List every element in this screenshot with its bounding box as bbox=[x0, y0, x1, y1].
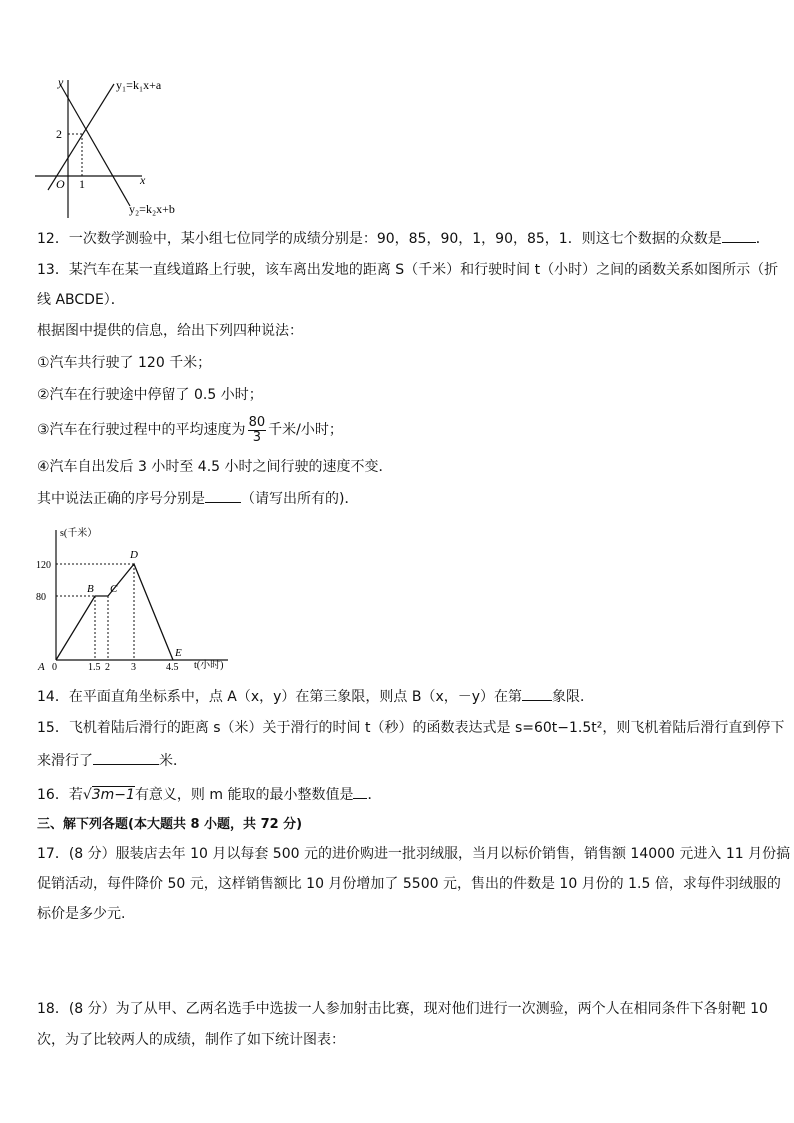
point-label-a: A bbox=[38, 661, 45, 672]
chart-x-tick-label: 4.5 bbox=[166, 662, 179, 672]
chart-point-label-b: B bbox=[87, 583, 94, 595]
fraction-denominator: 3 bbox=[252, 429, 261, 445]
q12-text: 12．一次数学测验中，某小组七位同学的成绩分别是：90，85，90，1，90，85，1．则这七个数据的众数是 bbox=[37, 231, 722, 247]
question-15-line2 bbox=[37, 750, 187, 771]
q13-answer-blank[interactable] bbox=[205, 488, 241, 503]
x-tick-label: 1 bbox=[79, 177, 85, 191]
chart-origin-label: 0 bbox=[52, 662, 57, 672]
question-17-line1: 17．(8 分）服装店去年 10 月以每套 500 元的进价购进一批羽绒服，当月以标价销售，销售额 14000 元进入 11 月份搞 bbox=[37, 846, 791, 862]
section-title: 三、解下列各题(本大题共 8 小题，共 72 分) bbox=[37, 817, 303, 832]
q15-post: 米． bbox=[159, 753, 187, 769]
q14-pre: 14．在平面直角坐标系中，点 A（x，y）在第三象限，则点 B（x，－y）在第 bbox=[37, 689, 523, 705]
sqrt-expression bbox=[83, 785, 135, 805]
q13-ask-post: （请写出所有的)． bbox=[241, 491, 359, 507]
figure-distance-time-chart bbox=[32, 520, 232, 672]
chart-y-tick-label: 120 bbox=[36, 560, 51, 571]
question-16 bbox=[37, 784, 381, 805]
question-13-line2: 线 ABCDE）． bbox=[37, 292, 125, 308]
fraction-80-3 bbox=[248, 416, 267, 445]
figure-two-lines bbox=[30, 72, 200, 222]
question-18-line2: 次，为了比较两人的成绩，制作了如下统计图表： bbox=[37, 1032, 345, 1048]
y-axis-label: y bbox=[58, 75, 64, 89]
q16-answer-blank[interactable] bbox=[353, 784, 367, 799]
chart-point-label-c: C bbox=[110, 583, 118, 595]
s3-post: 千米/小时； bbox=[268, 422, 343, 438]
chart-y-tick-label: 80 bbox=[36, 592, 46, 603]
statement-4: ④汽车自出发后 3 小时至 4.5 小时之间行驶的速度不变． bbox=[37, 459, 393, 475]
statement-1: ①汽车共行驶了 120 千米； bbox=[37, 355, 212, 371]
q16-pre: 16．若 bbox=[37, 787, 83, 803]
q14-answer-blank[interactable] bbox=[522, 686, 552, 701]
question-15-line1: 15．飞机着陆后滑行的距离 s（米）关于滑行的时间 t（秒）的函数表达式是 s=60t−1.5t²，则飞机着陆后滑行直到停下 bbox=[37, 720, 785, 736]
origin-label: O bbox=[56, 177, 65, 191]
line1-label: y₁=k₁x+a bbox=[116, 78, 162, 92]
q12-answer-blank[interactable] bbox=[722, 228, 756, 243]
q15-answer-blank[interactable] bbox=[93, 750, 159, 765]
question-13-line1: 13．某汽车在某一直线道路上行驶，该车离出发地的距离 S（千米）和行驶时间 t（小时）之间的函数关系如图所示（折 bbox=[37, 262, 779, 278]
q16-post: 有意义，则 m 能取的最小整数值是 bbox=[134, 787, 354, 803]
q14-post: 象限． bbox=[552, 689, 595, 705]
line2-label: y₂=k₂x+b bbox=[129, 202, 175, 216]
question-17-line2: 促销活动，每件降价 50 元，这样销售额比 10 月份增加了 5500 元，售出的件数是 10 月份的 1.5 倍，求每件羽绒服的 bbox=[37, 876, 781, 892]
question-12 bbox=[37, 228, 770, 249]
chart-y-label: s(千米） bbox=[60, 528, 98, 539]
q15-pre: 来滑行了 bbox=[37, 753, 93, 769]
s3-pre: ③汽车在行驶过程中的平均速度为 bbox=[37, 422, 246, 438]
question-17-line3: 标价是多少元. bbox=[37, 906, 126, 922]
chart-x-tick-label: 3 bbox=[131, 662, 136, 672]
q13-ask-pre: 其中说法正确的序号分别是 bbox=[37, 491, 205, 507]
question-13-ask bbox=[37, 488, 358, 509]
sqrt-sign: √ bbox=[82, 787, 92, 803]
chart-point-label-e: E bbox=[175, 647, 182, 659]
question-14 bbox=[37, 686, 594, 707]
question-18-line1: 18．(8 分）为了从甲、乙两名选手中选拔一人参加射击比赛，现对他们进行一次测验，两个人在相同条件下各射靶 10 bbox=[37, 1001, 768, 1017]
chart-point-label-d: D bbox=[130, 549, 138, 561]
chart-x-label: t(小时) bbox=[194, 660, 224, 671]
question-13-intro: 根据图中提供的信息，给出下列四种说法： bbox=[37, 323, 303, 339]
statement-2: ②汽车在行驶途中停留了 0.5 小时； bbox=[37, 387, 263, 403]
chart-series-line bbox=[56, 564, 173, 660]
sqrt-radicand: 3m−1 bbox=[91, 787, 135, 803]
chart-x-tick-label: 2 bbox=[105, 662, 110, 672]
x-axis-label: x bbox=[140, 173, 146, 187]
statement-3 bbox=[37, 410, 343, 450]
y-tick-label: 2 bbox=[56, 127, 62, 141]
q12-end: ． bbox=[755, 231, 770, 247]
q16-end: ． bbox=[367, 787, 382, 803]
chart-x-tick-label: 1.5 bbox=[88, 662, 101, 672]
fraction-numerator: 80 bbox=[248, 414, 266, 430]
